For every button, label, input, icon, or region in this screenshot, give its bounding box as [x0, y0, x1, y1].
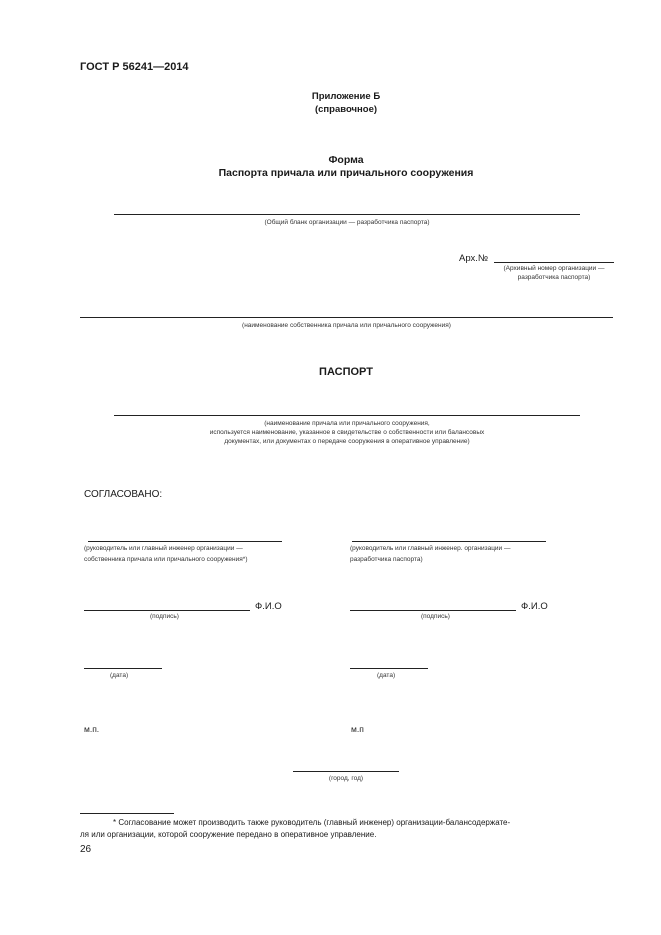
footnote-line2: ля или организации, которой сооружение передано в оперативное управление.: [80, 829, 377, 839]
left-signature-caption: (подпись): [150, 613, 179, 620]
right-signature-line: [350, 610, 516, 611]
footnote: [80, 817, 620, 840]
left-role-caption-line1: (руководитель или главный инженер организации —: [84, 545, 243, 552]
form-title-line1: Форма: [328, 154, 364, 166]
berth-caption-line3: документах, или документах о передаче сооружения в оперативное управление): [224, 438, 470, 445]
right-role-caption-line1: (руководитель или главный инженер. организации —: [350, 545, 511, 552]
left-date-caption: (дата): [110, 672, 129, 679]
right-date-line: [350, 668, 428, 669]
berth-caption-line2: используется наименование, указанное в свидетельстве о собственности или балансовых: [209, 429, 485, 436]
left-signature-line: [84, 610, 250, 611]
city-year-caption: (город, год): [328, 775, 364, 782]
archive-caption: [484, 264, 624, 282]
passport-title: ПАСПОРТ: [319, 366, 373, 378]
owner-line: [80, 317, 613, 318]
left-role-caption-line2: собственника причала или причального сооружения*): [84, 556, 248, 563]
archive-label: Арх.№: [459, 253, 489, 264]
right-role-line: [352, 541, 546, 542]
right-signature-caption: (подпись): [421, 613, 450, 620]
form-title: [0, 154, 661, 180]
appendix-title: Приложение Б: [311, 91, 381, 102]
left-date-line: [84, 668, 162, 669]
berth-name-line: [114, 415, 580, 416]
agreed-label: СОГЛАСОВАНО:: [84, 489, 163, 500]
standard-number: ГОСТ Р 56241—2014: [80, 61, 189, 73]
city-year-line: [293, 771, 399, 772]
archive-line: [494, 262, 614, 263]
right-role-caption: [350, 543, 580, 565]
appendix-heading: [0, 90, 661, 116]
berth-caption: [114, 419, 580, 446]
berth-caption-line1: (наименование причала или причального сооружения,: [264, 420, 430, 427]
owner-caption: (наименование собственника причала или причального сооружения): [242, 322, 451, 329]
blank-line: [114, 214, 580, 215]
blank-caption: (Общий бланк организации — разработчика паспорта): [264, 219, 430, 226]
footnote-line1: * Согласование может производить также руководитель (главный инженер) организации-балансодержате-: [113, 818, 511, 827]
archive-caption-line2: разработчика паспорта): [517, 274, 591, 281]
footnote-separator: [80, 813, 174, 814]
archive-caption-line1: (Архивный номер организации —: [503, 265, 605, 272]
right-role-caption-line2: разработчика паспорта): [350, 556, 423, 563]
left-stamp-place: м.п.: [84, 724, 100, 734]
right-date-caption: (дата): [377, 672, 396, 679]
right-stamp-place: м.п: [351, 724, 364, 734]
left-role-line: [88, 541, 282, 542]
form-title-line2: Паспорта причала или причального сооружения: [218, 167, 474, 179]
left-role-caption: [84, 543, 314, 565]
left-fio-label: Ф.И.О: [255, 601, 282, 612]
right-fio-label: Ф.И.О: [521, 601, 548, 612]
page-number: 26: [80, 844, 92, 855]
appendix-type: (справочное): [314, 104, 378, 115]
